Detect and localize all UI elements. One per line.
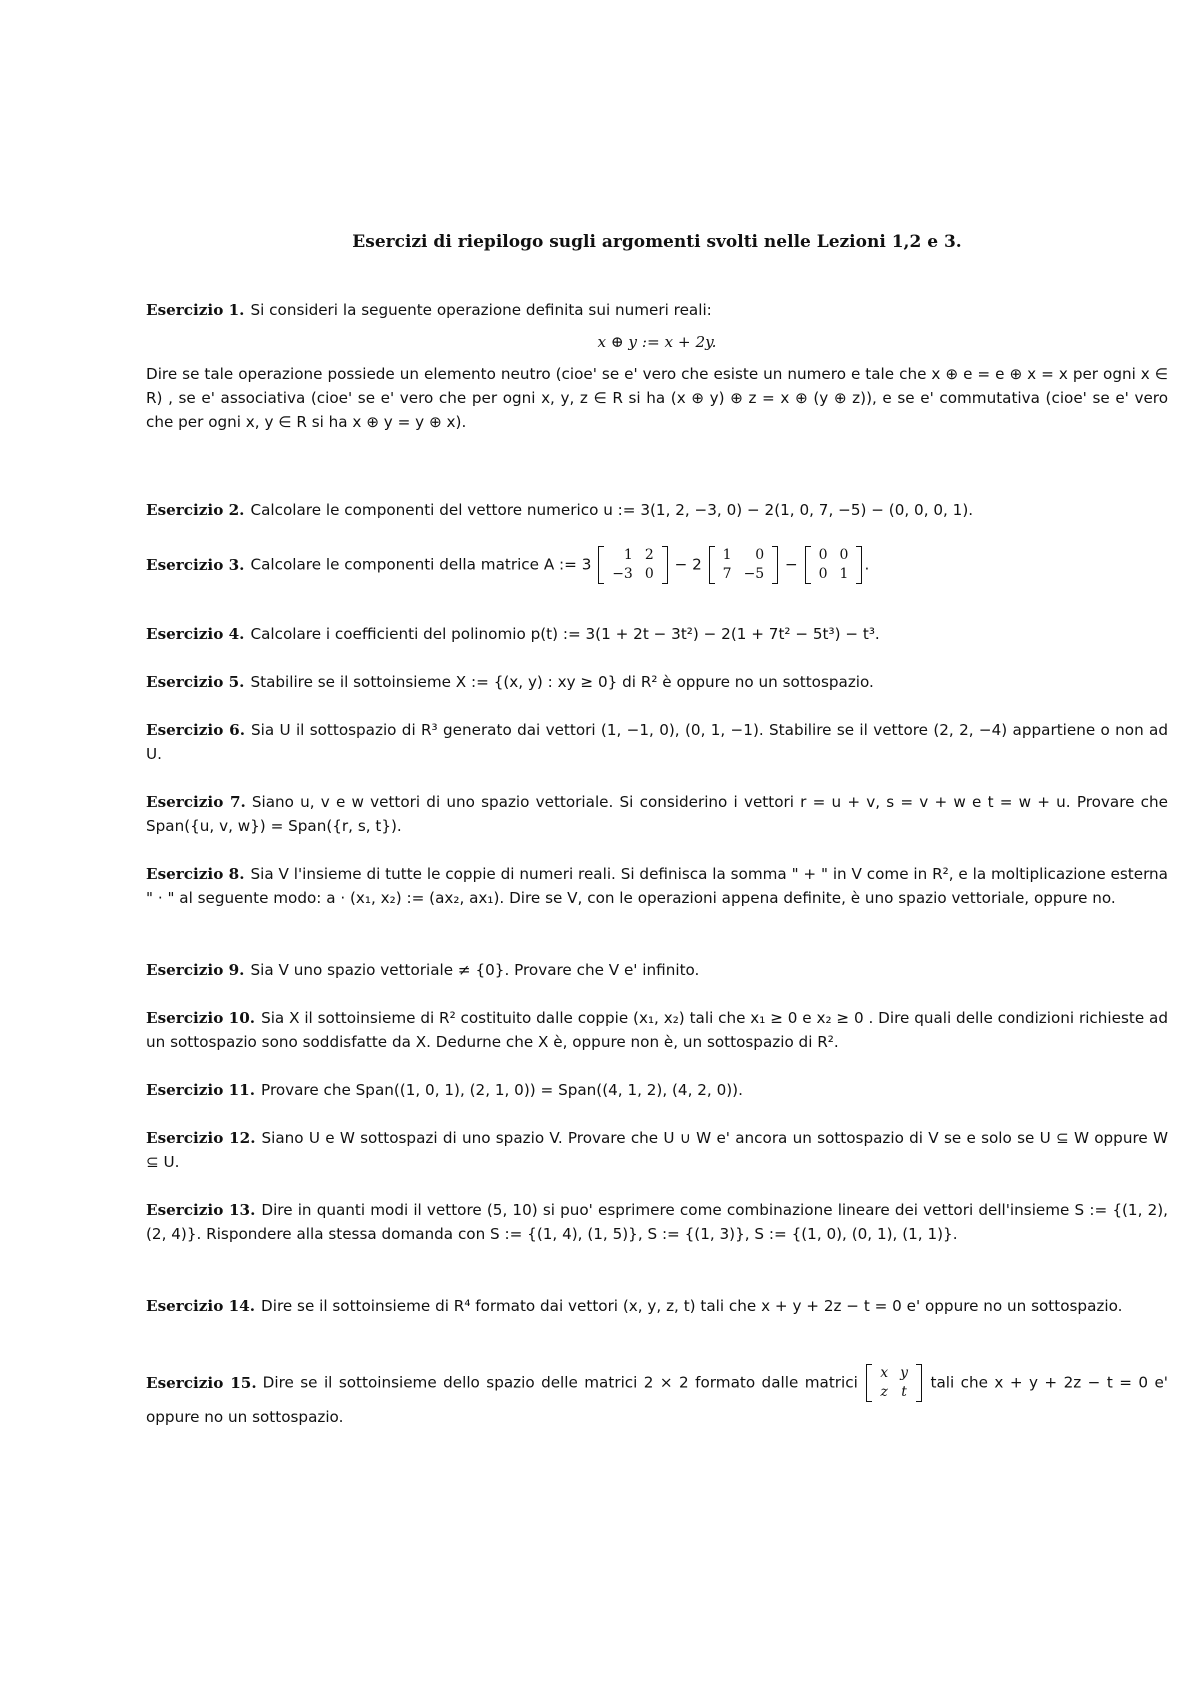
exercise-15: [146, 1364, 1168, 1432]
exercise-label: Esercizio 2.: [146, 501, 245, 519]
matrix-cell: −5: [743, 566, 765, 582]
exercise-6: [146, 718, 1168, 766]
exercise-text: Sia U il sottospazio di R³ generato dai vettori (1, −1, 0), (0, 1, −1). Stabilire se il vettore (2, 2, −4) appartiene o non ad U.: [146, 721, 1168, 763]
exercise-text: Siano u, v e w vettori di uno spazio vettoriale. Si considerino i vettori r = u + v, s = v + w e t = w + u. Provare che Span({u, v, w}) = Span({r, s, t}).: [146, 793, 1168, 835]
exercise-9: [146, 958, 1168, 982]
operator: −: [785, 555, 798, 574]
exercise-text: Sia V l'insieme di tutte le coppie di numeri reali. Si definisca la somma " + " in V come in R², e la moltiplicazione esterna " · " al seguente modo: a · (x₁, x₂) := (ax₂, ax₁). Dire se V, con le operazioni appena definite, è uno spazio vettoriale, oppure no.: [146, 865, 1168, 907]
exercise-12: [146, 1126, 1168, 1174]
matrix-cell: 0: [755, 547, 765, 563]
exercise-10: [146, 1006, 1168, 1054]
matrix-cell: 0: [818, 547, 828, 563]
exercise-text: Calcolare le componenti della matrice A := 3: [250, 555, 592, 574]
matrix-cell: 0: [818, 566, 828, 582]
exercise-label: Esercizio 5.: [146, 673, 245, 691]
exercise-label: Esercizio 7.: [146, 793, 246, 811]
exercise-label: Esercizio 13.: [146, 1201, 256, 1219]
document-title: Esercizi di riepilogo sugli argomenti svolti nelle Lezioni 1,2 e 3.: [352, 232, 962, 252]
matrix-cell: −3: [612, 566, 633, 582]
operator: − 2: [674, 555, 702, 574]
display-formula: x ⊕ y := x + 2y.: [597, 333, 717, 351]
exercise-label: Esercizio 6.: [146, 721, 245, 739]
exercise-text: Dire in quanti modi il vettore (5, 10) si puo' esprimere come combinazione lineare dei vettori dell'insieme S := {(1, 2), (2, 4)}. Rispondere alla stessa domanda con S := {(1, 4), (1, 5)}, S := {(1, 3)}, S := {(1, 0), (0, 1), (1, 1)}.: [146, 1201, 1168, 1243]
exercise-text: Dire se il sottoinsieme di R⁴ formato dai vettori (x, y, z, t) tali che x + y + 2z − t = 0 e' oppure no un sottospazio.: [261, 1297, 1123, 1315]
exercise-text: Siano U e W sottospazi di uno spazio V. Provare che U ∪ W e' ancora un sottospazio di V se e solo se U ⊆ W oppure W ⊆ U.: [146, 1129, 1168, 1171]
matrix-cell: 0: [644, 566, 654, 582]
exercise-label: Esercizio 10.: [146, 1009, 256, 1027]
matrix-cell: 2: [644, 547, 654, 563]
matrix-cell: 1: [623, 547, 633, 563]
exercise-8: [146, 862, 1168, 910]
exercise-label: Esercizio 9.: [146, 961, 245, 979]
exercise-text: tali che x + y + 2z − t = 0 e' oppure no un sottospazio.: [146, 1373, 1168, 1426]
exercise-text: Dire se tale operazione possiede un elemento neutro (cioe' se e' vero che esiste un numero e tale che x ⊕ e = e ⊕ x = x per ogni x ∈ R) , se e' associativa (cioe' se e' vero che per ogni x, y, z ∈ R si ha (x ⊕ y) ⊕ z = x ⊕ (y ⊕ z)), e se e' commutativa (cioe' se e' vero che per ogni x, y ∈ R si ha x ⊕ y = y ⊕ x).: [146, 365, 1168, 431]
matrix-cell: 7: [722, 566, 732, 582]
matrix-cell: 1: [722, 547, 732, 563]
exercise-14: [146, 1294, 1168, 1318]
exercise-2: [146, 498, 1168, 522]
exercise-7: [146, 790, 1168, 838]
exercise-label: Esercizio 3.: [146, 555, 245, 574]
exercise-text: Dire se il sottoinsieme dello spazio delle matrici 2 × 2 formato dalle matrici: [262, 1373, 858, 1392]
exercise-13: [146, 1198, 1168, 1246]
exercise-3: [146, 546, 1168, 584]
exercise-text: Stabilire se il sottoinsieme X := {(x, y) : xy ≥ 0} di R² è oppure no un sottospazio.: [250, 673, 874, 691]
exercise-text: Provare che Span((1, 0, 1), (2, 1, 0)) = Span((4, 1, 2), (4, 2, 0)).: [261, 1081, 743, 1099]
matrix-cell: 1: [839, 566, 849, 582]
exercise-11: [146, 1078, 1168, 1102]
exercise-text: Calcolare le componenti del vettore numerico u := 3(1, 2, −3, 0) − 2(1, 0, 7, −5) − (0, 0, 0, 1).: [250, 501, 974, 519]
exercise-label: Esercizio 1.: [146, 301, 245, 319]
exercise-label: Esercizio 11.: [146, 1081, 256, 1099]
exercise-text: Sia X il sottoinsieme di R² costituito dalle coppie (x₁, x₂) tali che x₁ ≥ 0 e x₂ ≥ 0 . Dire quali delle condizioni richieste ad un sottospazio sono soddisfatte da X. Dedurne che X è, oppure non è, un sottospazio di R².: [146, 1009, 1168, 1051]
exercise-text: Sia V uno spazio vettoriale ≠ {0}. Provare che V e' infinito.: [250, 961, 700, 979]
matrix-xyzt: [866, 1364, 922, 1402]
matrix-3: [805, 546, 863, 584]
exercise-5: [146, 670, 1168, 694]
exercise-label: Esercizio 14.: [146, 1297, 256, 1315]
exercise-text: Si consideri la seguente operazione definita sui numeri reali:: [250, 301, 712, 319]
exercise-label: Esercizio 12.: [146, 1129, 256, 1147]
exercise-label: Esercizio 15.: [146, 1373, 257, 1392]
exercise-label: Esercizio 4.: [146, 625, 245, 643]
exercise-text: Calcolare i coefficienti del polinomio p(t) := 3(1 + 2t − 3t²) − 2(1 + 7t² − 5t³) − t³.: [250, 625, 880, 643]
matrix-cell: x: [880, 1365, 889, 1381]
punctuation: .: [864, 555, 870, 574]
exercise-label: Esercizio 8.: [146, 865, 245, 883]
matrix-cell: z: [880, 1384, 888, 1400]
matrix-cell: 0: [839, 547, 849, 563]
matrix-cell: y: [900, 1365, 909, 1381]
matrix-2: [709, 546, 779, 584]
matrix-cell: t: [901, 1384, 907, 1400]
exercise-4: [146, 622, 1168, 646]
exercise-1: [146, 298, 1168, 434]
matrix-1: [598, 546, 668, 584]
